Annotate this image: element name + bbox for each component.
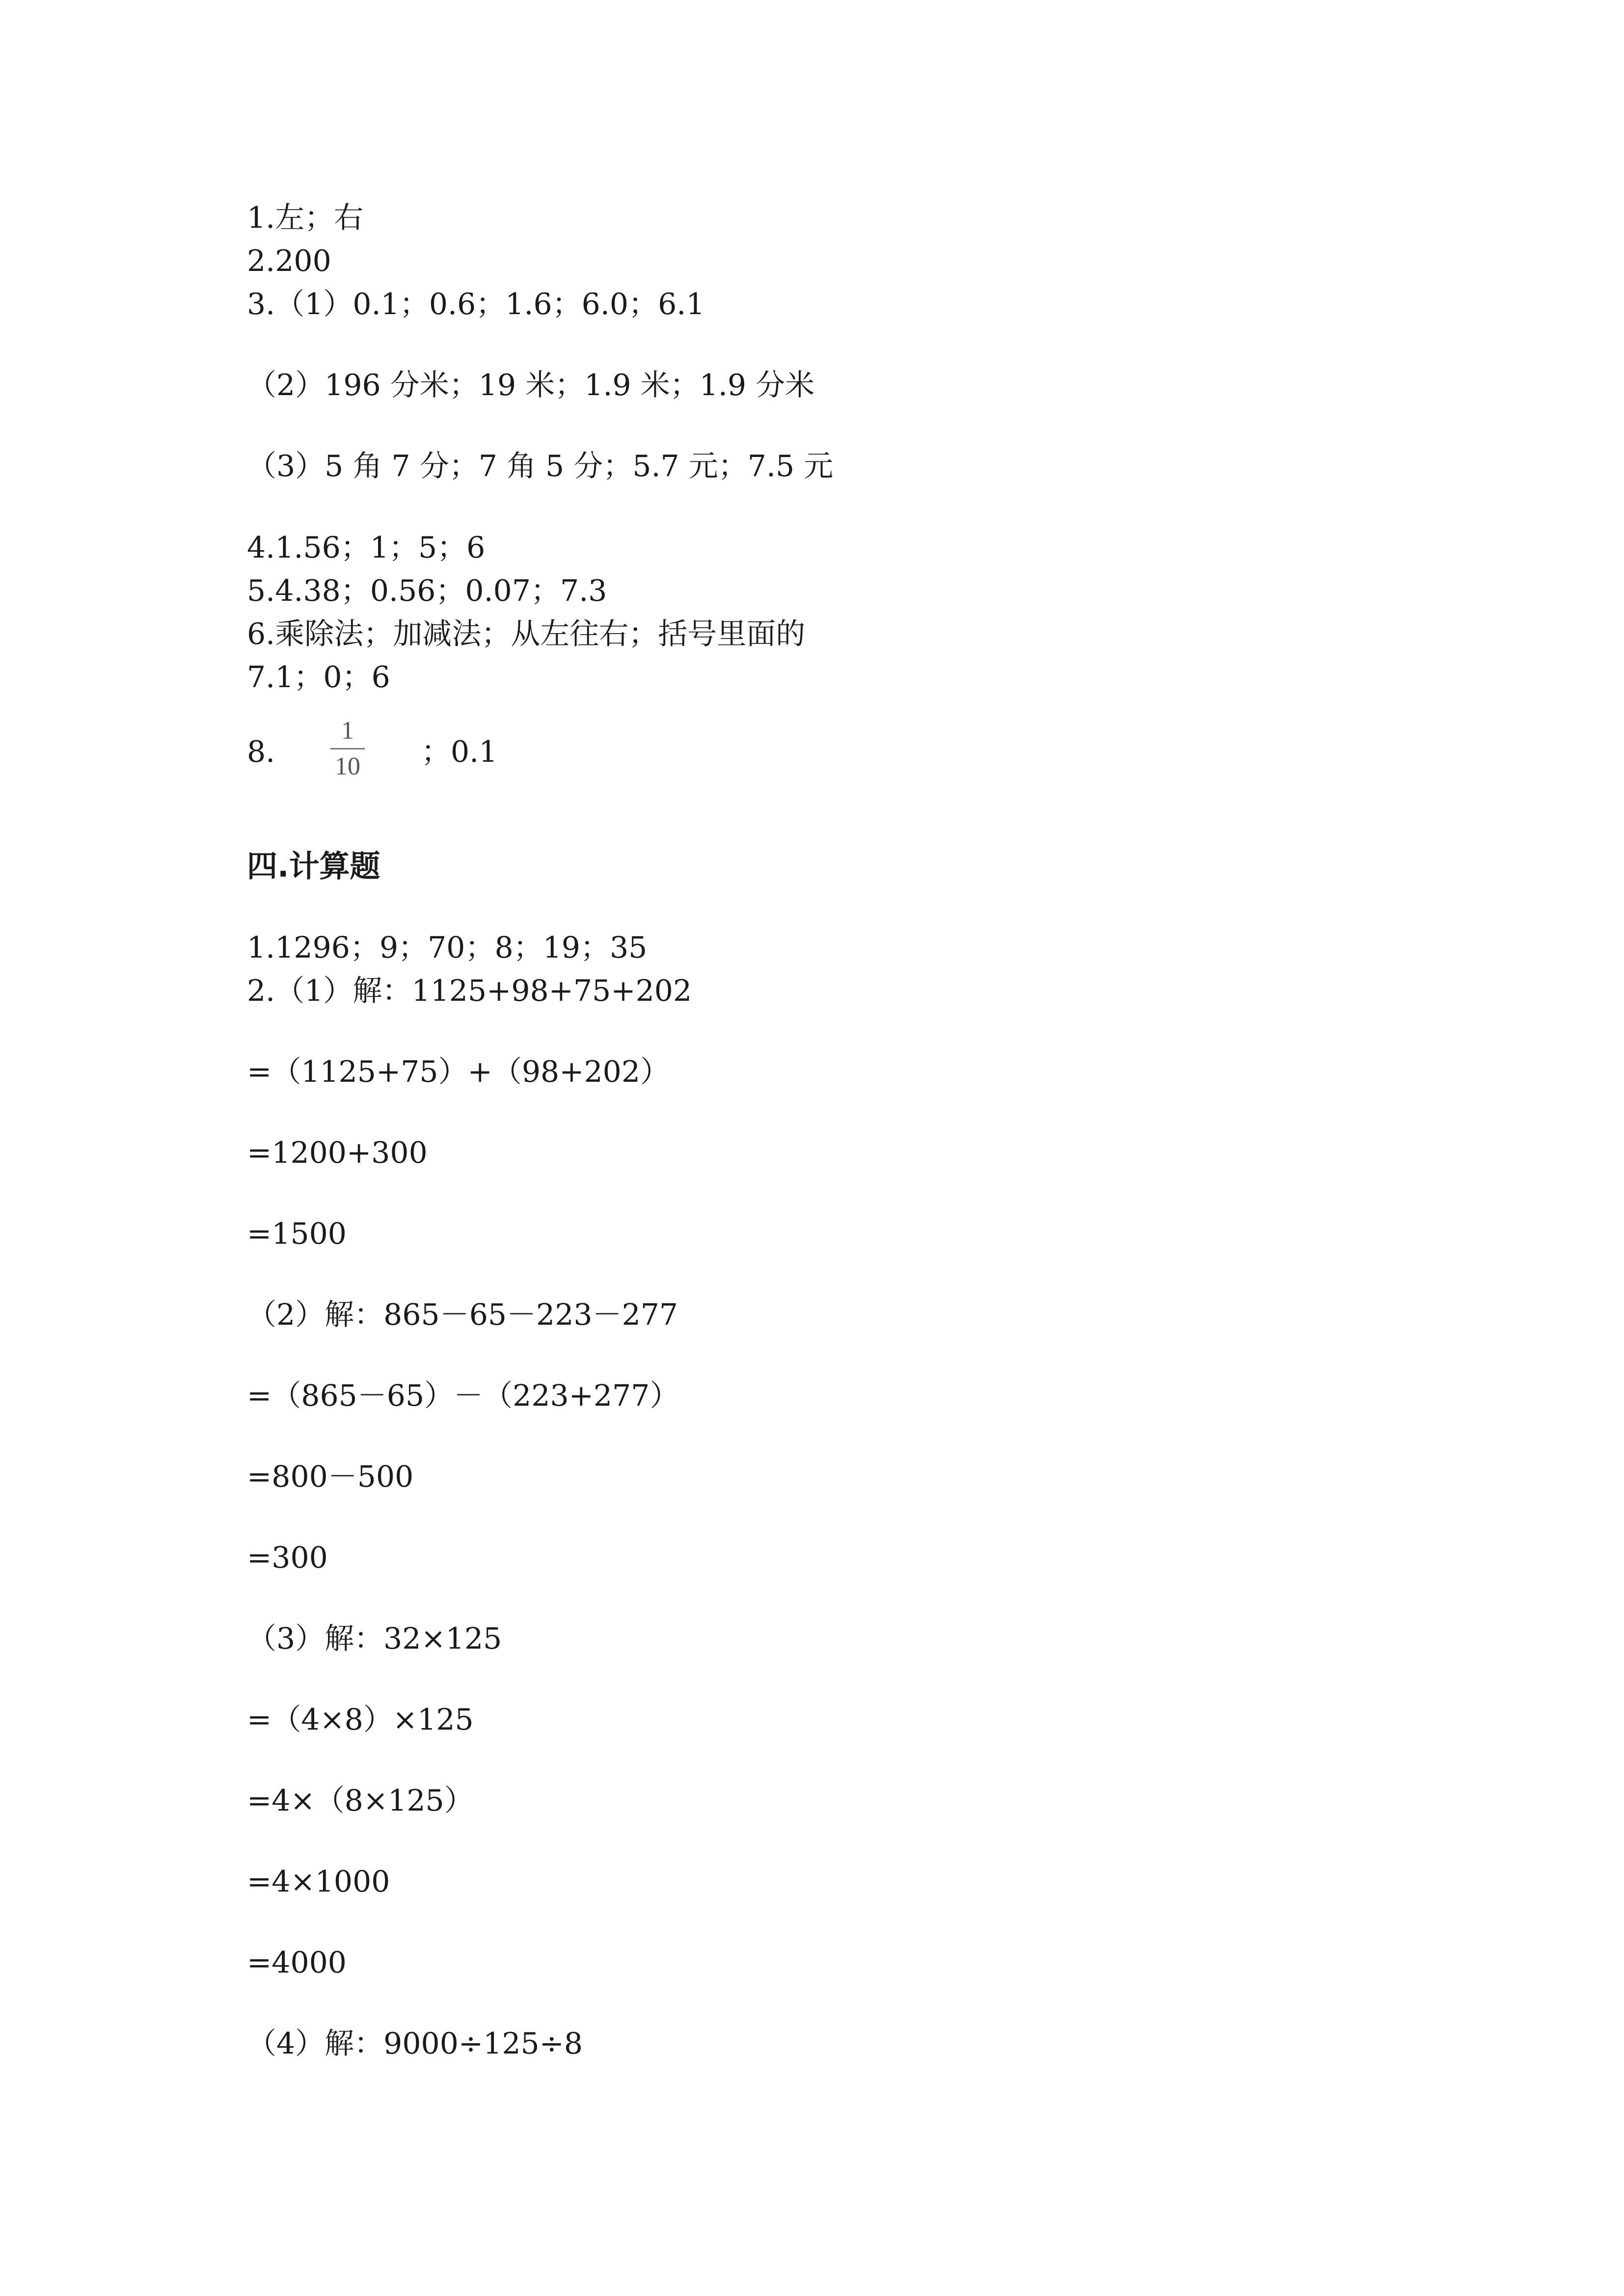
answer-1: 1.左；右 [247,201,364,235]
calc-line: =1200+300 [247,1136,428,1170]
section-heading-calculation: 四.计算题 [247,848,380,884]
calc-line: 1.1296；9；70；8；19；35 [247,931,648,965]
calc-line: =（4×8）×125 [247,1703,474,1737]
answer-5: 5.4.38；0.56；0.07；7.3 [247,574,607,608]
fraction-bar [330,748,365,749]
calc-line: =（865－65）－（223+277） [247,1379,679,1413]
answer-7: 7.1；0；6 [247,660,390,694]
calc-line: 2.（1）解：1125+98+75+202 [247,974,692,1008]
answer-2: 2.200 [247,244,331,278]
calc-line: =800－500 [247,1460,414,1494]
calc-line: （2）解：865－65－223－277 [247,1298,678,1332]
calc-line: =300 [247,1541,328,1575]
calc-line: =4×1000 [247,1865,390,1899]
answer-8-rest: ；0.1 [421,735,498,769]
answer-6: 6.乘除法；加减法；从左往右；括号里面的 [247,617,806,651]
answer-8-label: 8. [247,735,275,769]
fraction-denominator: 10 [335,752,360,780]
fraction-numerator: 1 [341,717,354,745]
calc-line: （3）解：32×125 [247,1622,502,1656]
calc-line: =（1125+75）+（98+202） [247,1055,670,1089]
calc-line: =4000 [247,1946,347,1980]
answer-3: 3.（1）0.1；0.6；1.6；6.0；6.1 [247,287,705,321]
answer-4: 4.1.56；1；5；6 [247,531,486,565]
fraction-one-tenth [330,716,365,782]
calc-line: （4）解：9000÷125÷8 [247,2027,583,2061]
answer-3-part-2: （2）196 分米；19 米；1.9 米；1.9 分米 [247,368,815,402]
calc-line: =1500 [247,1217,347,1251]
answer-8 [247,716,541,789]
answer-3-part-3: （3）5 角 7 分；7 角 5 分；5.7 元；7.5 元 [247,449,834,483]
calc-line: =4×（8×125） [247,1784,474,1818]
